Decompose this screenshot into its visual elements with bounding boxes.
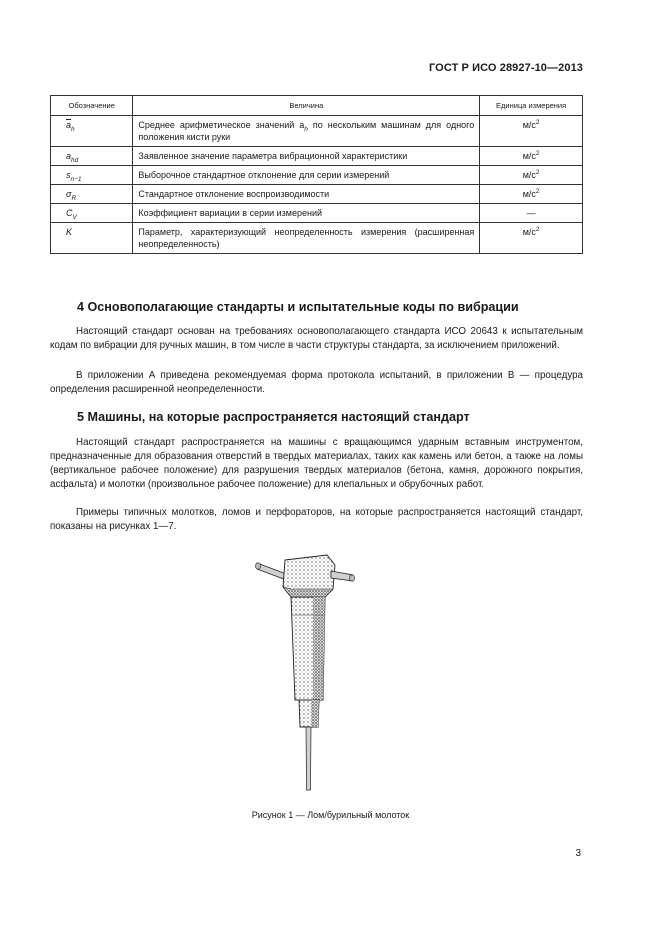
row-unit: $м/с^2$	[480, 116, 583, 147]
table-header-row	[51, 96, 583, 116]
row-description: Коэффициент вариации в серии измерений	[133, 204, 480, 223]
table-row	[51, 116, 583, 147]
row-unit: $м/с^2$	[480, 223, 583, 254]
table-row	[51, 204, 583, 223]
document-code: ГОСТ Р ИСО 28927-10—2013	[428, 62, 583, 74]
right-handle	[331, 571, 355, 581]
row-symbol: $C_V$	[51, 204, 133, 223]
row-symbol: $s_{n-1}$	[51, 166, 133, 185]
row-description: Выборочное стандартное отклонение для серии измерений	[133, 166, 480, 185]
section-5-paragraph-1: Настоящий стандарт распространяется на машины с вращающимся ударным вставным инструментом, предназначенные для образования отверстий в твердых материалах, таких как камень или бетон, а также на ломы (вертикальное рабочее положение) для разрушения твердых материалов (бетона, камня, дорожного покрытия, асфальта) и молотки (произвольное рабочее положение) для клепальных и обрубочных работ.	[50, 437, 583, 490]
row-unit: —	[480, 204, 583, 223]
table-row	[51, 223, 583, 254]
row-description: Заявленное значение параметра вибрационной характеристики	[133, 147, 480, 166]
row-description: Среднее арифметическое значений $a_h$ по нескольким машинам для одного положения кисти руки	[133, 116, 480, 147]
row-symbol: K	[51, 223, 133, 254]
tool-bit	[306, 727, 311, 790]
section-4-paragraph-1: Настоящий стандарт основан на требованиях основополагающего стандарта ИСО 20643 к испытательным кодам по вибрации для ручных машин, в том числе в части структуры стандарта, за исключением приложений.	[50, 326, 583, 351]
header-quantity: Величина	[133, 96, 480, 116]
section-5-paragraph-2: Примеры типичных молотков, ломов и перфораторов, на которые распространяется настоящий стандарт, показаны на рисунках 1—7.	[50, 507, 583, 532]
section-4-paragraph-2: В приложении А приведена рекомендуемая форма протокола испытаний, в приложении В — процедура определения расширенной неопределенности.	[50, 370, 583, 395]
table-row	[51, 166, 583, 185]
symbols-table	[50, 95, 583, 254]
row-unit: $м/с^2$	[480, 147, 583, 166]
page-number: 3	[575, 848, 581, 859]
row-symbol: $\overline{a}_h$	[51, 116, 133, 147]
row-symbol: $a_{hd}$	[51, 147, 133, 166]
breaker-drill-hammer-illustration	[255, 545, 355, 795]
header-unit: Единица измерения	[480, 96, 583, 116]
section-4-heading: 4 Основополагающие стандарты и испытательные коды по вибрации	[77, 300, 519, 314]
row-description: Параметр, характеризующий неопределенность измерения (расширенная неопределенность)	[133, 223, 480, 254]
row-symbol: $\sigma_R$	[51, 185, 133, 204]
header-symbol: Обозначение	[51, 96, 133, 116]
row-unit: $м/с^2$	[480, 185, 583, 204]
row-unit: $м/с^2$	[480, 166, 583, 185]
figure-caption: Рисунок 1 — Лом/бурильный молоток	[251, 810, 410, 820]
table-row	[51, 185, 583, 204]
row-description: Стандартное отклонение воспроизводимости	[133, 185, 480, 204]
section-5-heading: 5 Машины, на которые распространяется настоящий стандарт	[77, 410, 470, 424]
table-row	[51, 147, 583, 166]
